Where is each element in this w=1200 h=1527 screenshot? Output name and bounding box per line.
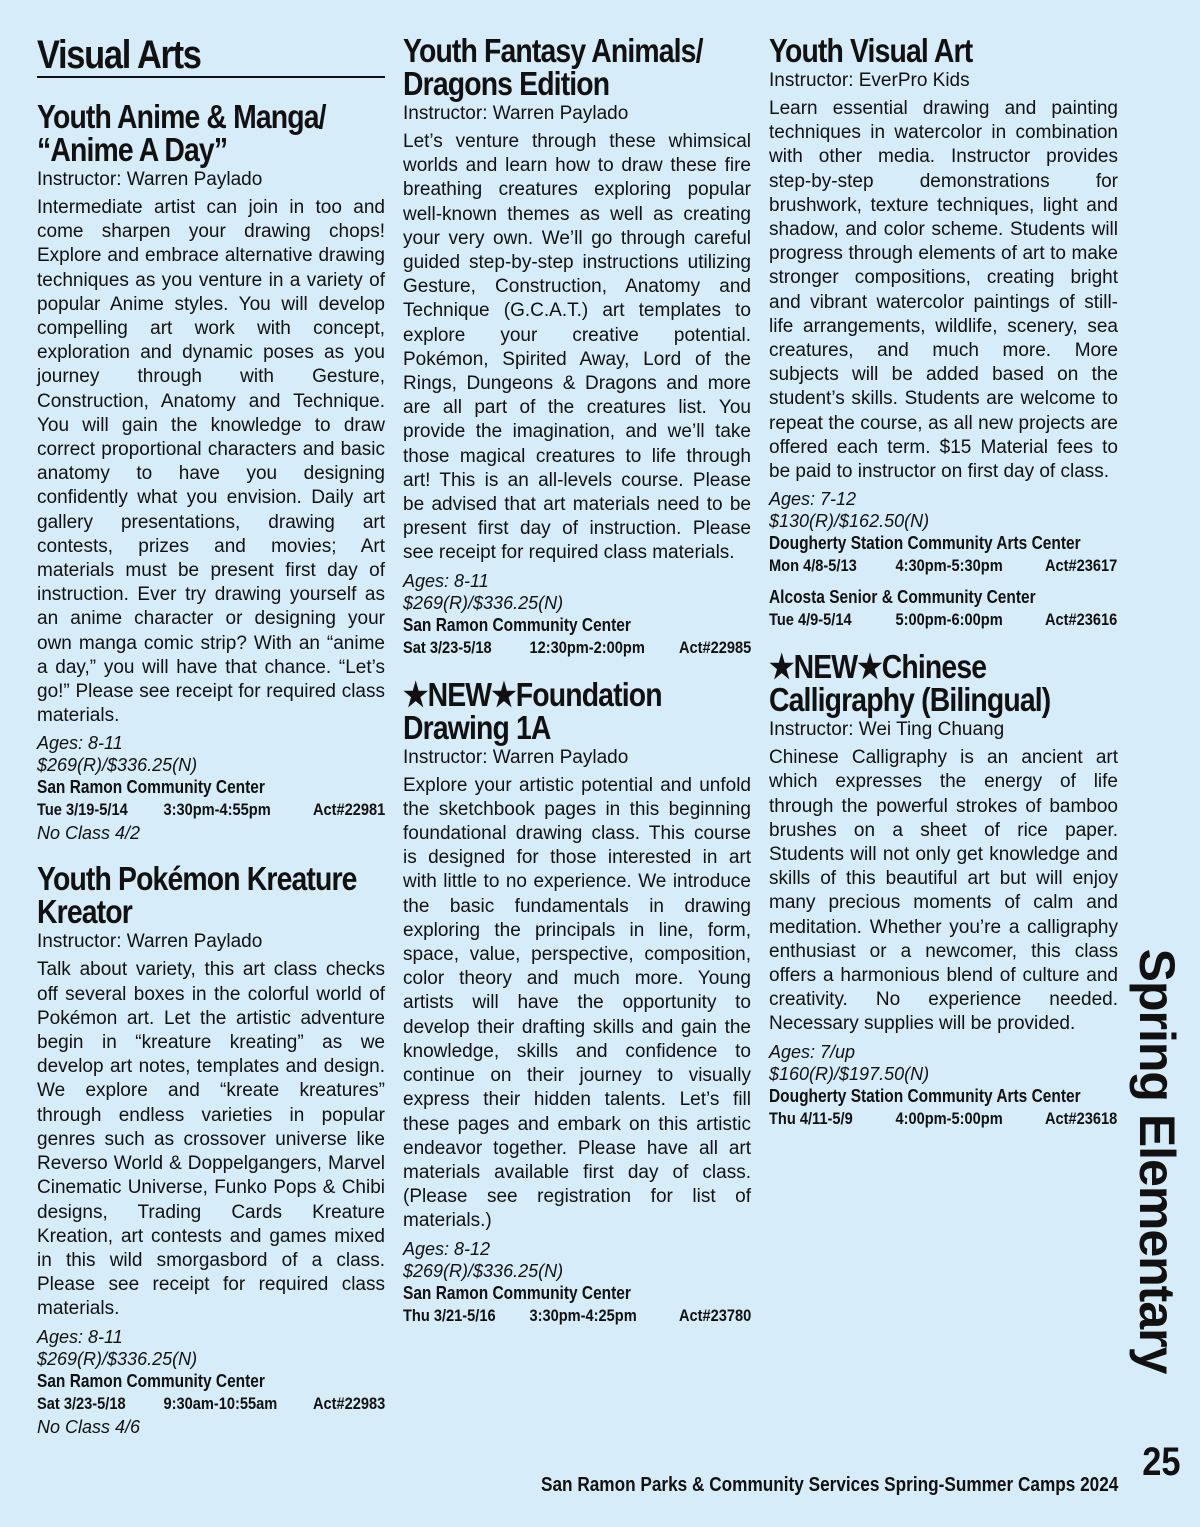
instructor: Instructor: Warren Paylado: [37, 931, 263, 953]
ages: Ages: 7-12: [769, 489, 857, 510]
location: Alcosta Senior & Community Center: [769, 587, 1036, 608]
course-title-line2: Kreator: [37, 893, 132, 931]
session-row: [769, 554, 1117, 578]
course-title: [37, 100, 336, 166]
no-class-note: No Class 4/2: [37, 823, 141, 844]
course-description: Chinese Calligraphy is an ancient art which expresses the energy of life through the powerful strokes of bamboo brushes on a sheet of rice paper. Students will not only get knowledge and skills of this beautiful art but will enjoy many precious moments of calm and meditation. Whether you’re a calligraphy enthusiast or a newcomer, this class offers a harmonious blend of culture and creativity. No experience needed. Necessary supplies will be provided.: [769, 747, 1118, 1035]
ages: Ages: 7/up: [769, 1041, 856, 1062]
session-time: 5:00pm-6:00pm: [895, 610, 1003, 630]
course-title-line1: ★NEW★Foundation: [403, 675, 662, 713]
fees: $130(R)/$162.50(N): [769, 511, 930, 532]
course-title: [37, 860, 357, 931]
course-description: Explore your artistic potential and unfold the sketchbook pages in this beginning foundational drawing class. This course is designed for those interested in art with little to no experience. We introduce the basic fundamentals in drawing exploring the principals in line, form, space, value, perspective, composition, color theory and much more. Young artists will have the opportunity to develop their drafting skills and gain the knowledge, skills and confidence to continue on their journey to visually express their hidden talents. Let’s fill these pages and embark on this artistic endeavor together. Please have all art materials available first day of class. (Please see registration for list of materials.): [403, 774, 751, 1232]
course-calligraphy: [769, 650, 1118, 1130]
session-time: 3:30pm-4:55pm: [163, 800, 271, 820]
course-description: Intermediate artist can join in too and come sharpen your drawing chops! Explore and embrace alternative drawing techniques as you venture in a variety of popular Anime styles. You will develop compelling art work with concept, exploration and dynamic poses as you journey through with Gesture, Construction, Anatomy and Technique. You will gain the knowledge to draw correct proportional characters and basic anatomy to have you designing confidently what you envision. Daily art gallery presentations, drawing art contests, prizes and movies; Art materials must be present first day of instruction. Ever try drawing yourself as an anime character or designing your own manga comic strip? With an “anime a day,” you will have that chance. “Let’s go!” Please see receipt for required class materials.: [37, 197, 385, 727]
course-title: Youth Visual Art: [769, 32, 973, 69]
course-anime: [37, 100, 385, 844]
instructor: Instructor: Warren Paylado: [403, 746, 629, 768]
activity-number: Act#22985: [678, 637, 752, 657]
session-time: 4:00pm-5:00pm: [895, 1108, 1003, 1128]
instructor: Instructor: Warren Paylado: [403, 103, 629, 124]
location: Dougherty Station Community Arts Center: [769, 1085, 1081, 1106]
activity-number: Act#23618: [1044, 1108, 1118, 1128]
course-pokemon: [37, 862, 385, 1437]
course-title-line2: “Anime A Day”: [37, 131, 228, 168]
section-title: Visual Arts: [37, 33, 201, 77]
session-dates: Tue 3/19-5/14: [37, 800, 128, 820]
ages: Ages: 8-11: [37, 733, 123, 754]
ages: Ages: 8-11: [37, 1326, 123, 1347]
course-description: Learn essential drawing and painting techniques in watercolor in combination with other media. Instructor provides step-by-step demonstrations for brushwork, texture techniques, light and shadow, and color scheme. Students will progress through elements of art to make stronger compositions, creating bright and vibrant watercolor paintings of still-life arrangements, wildlife, scenery, sea creatures, and much more. More subjects will be added based on the student’s skills. Students are welcome to repeat the course, as all new projects are offered each term. $15 Material fees to be paid to instructor on first day of class.: [769, 98, 1118, 483]
location: San Ramon Community Center: [403, 1282, 631, 1303]
activity-number: Act#22983: [312, 1393, 386, 1413]
session-row: [403, 1304, 751, 1328]
session-row: [37, 1392, 385, 1416]
course-title-line1: Youth Pokémon Kreature: [37, 860, 357, 898]
no-class-note: No Class 4/6: [37, 1416, 141, 1437]
column-3: [769, 34, 1118, 1131]
session-row: [769, 608, 1117, 632]
session-time: 3:30pm-4:25pm: [529, 1305, 637, 1325]
session-dates: Mon 4/8-5/13: [769, 556, 857, 576]
instructor: Instructor: EverPro Kids: [769, 70, 970, 91]
side-tab: [1128, 946, 1186, 1376]
course-title-line1: Youth Anime & Manga/: [37, 98, 326, 135]
side-tab-label: Spring Elementary: [1129, 948, 1185, 1374]
session-time: 4:30pm-5:30pm: [895, 556, 1003, 576]
course-title: [769, 648, 1069, 719]
instructor: Instructor: Wei Ting Chuang: [769, 719, 1005, 741]
session-dates: Thu 3/21-5/16: [403, 1305, 496, 1325]
page-number: 25: [1141, 1440, 1180, 1484]
activity-number: Act#23616: [1044, 610, 1118, 630]
session-row: [403, 636, 751, 660]
course-description: Talk about variety, this art class checks off several boxes in the colorful world of Pokémon art. Let the artistic adventure begin in “kreature kreating” as we develop art notes, templates and design. We explore and “kreate kreatures” through endless varieties in popular genres such as crossover universe like Reverso World & Doppelgangers, Marvel Cinematic Universe, Funko Pops & Chibi designs, Trading Cards Kreature Kreation, art contests and games mixed in this wild smorgasbord of a class. Please see receipt for required class materials.: [37, 959, 385, 1320]
course-title-line2: Dragons Edition: [403, 65, 610, 102]
column-1: [37, 34, 385, 1438]
course-title: [403, 675, 702, 746]
fees: $269(R)/$336.25(N): [403, 592, 564, 613]
ages: Ages: 8-12: [403, 1238, 491, 1259]
course-description: Let’s venture through these whimsical worlds and learn how to draw these fire breathing creatures exploring popular well-known themes as well as creating your very own. We’ll go through careful guided step-by-step instructions utilizing Gesture, Construction, Anatomy and Technique (G.C.A.T.) art templates to explore your creative potential. Pokémon, Spirited Away, Lord of the Rings, Dungeons & Dragons and more are all part of the creatures list. You provide the imagination, and we’ll take those magical creatures to life through art! This is an all-levels course. Please be advised that art materials need to be present first day of instruction. Please see receipt for required class materials.: [403, 131, 751, 564]
fees: $269(R)/$336.25(N): [37, 755, 198, 776]
course-title-line2: Drawing 1A: [403, 708, 551, 746]
course-visual-art: [769, 34, 1118, 632]
footer: San Ramon Parks & Community Services Spring-Summer Camps 2024: [540, 1474, 1118, 1496]
course-title-line1: ★NEW★Chinese: [769, 648, 987, 686]
activity-number: Act#23780: [678, 1305, 752, 1325]
session-dates: Tue 4/9-5/14: [769, 610, 852, 630]
session-time: 12:30pm-2:00pm: [529, 637, 645, 657]
fees: $160(R)/$197.50(N): [769, 1063, 930, 1084]
location: Dougherty Station Community Arts Center: [769, 533, 1081, 554]
instructor: Instructor: Warren Paylado: [37, 169, 263, 190]
activity-number: Act#22981: [312, 800, 386, 820]
location: San Ramon Community Center: [37, 1370, 265, 1391]
fees: $269(R)/$336.25(N): [403, 1260, 564, 1281]
location: San Ramon Community Center: [403, 614, 631, 635]
course-foundation: [403, 675, 752, 1328]
ages: Ages: 8-11: [403, 570, 489, 591]
course-fantasy: [403, 34, 751, 660]
activity-number: Act#23617: [1044, 556, 1118, 576]
session-dates: Sat 3/23-5/18: [403, 637, 492, 657]
fees: $269(R)/$336.25(N): [37, 1348, 198, 1369]
course-title-line2: Calligraphy (Bilingual): [769, 681, 1051, 719]
course-title: [403, 34, 702, 100]
session-dates: Thu 4/11-5/9: [769, 1108, 853, 1128]
session-time: 9:30am-10:55am: [163, 1393, 278, 1413]
session-row: [769, 1107, 1117, 1131]
location: San Ramon Community Center: [37, 777, 265, 798]
session-row: [37, 798, 385, 822]
column-2: [403, 34, 751, 1328]
session-dates: Sat 3/23-5/18: [37, 1393, 126, 1413]
course-title-line1: Youth Fantasy Animals/: [403, 32, 703, 69]
